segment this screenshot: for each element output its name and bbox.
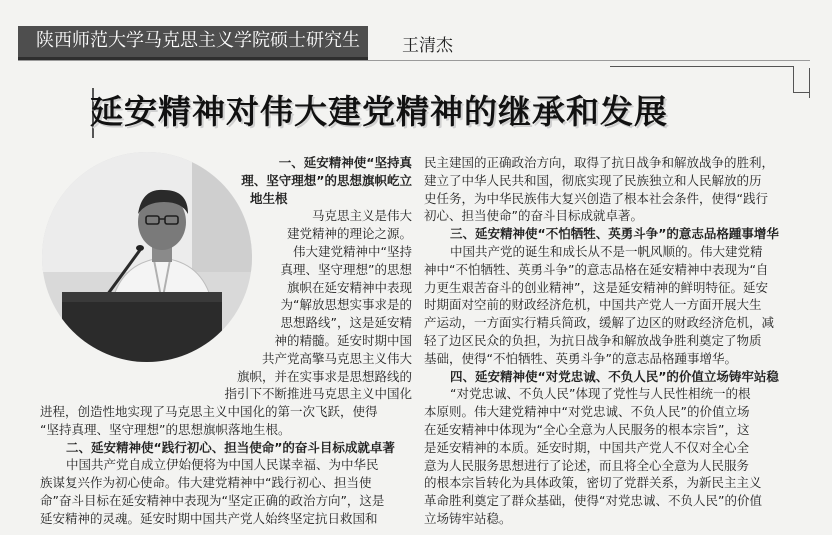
text-line: 进程，创造性地实现了马克思主义中国化的第一次飞跃，使得 (40, 404, 378, 419)
text-line: 的根本宗旨转化为具体政策，密切了党群关系，为新民主主义 (424, 475, 762, 491)
header-rule (18, 60, 810, 61)
right-column (424, 154, 796, 528)
header-banner-text: 陕西师范大学马克思主义学院硕士研究生 (36, 30, 360, 51)
text-line: 革命胜利奠定了群众基础，使得“对党忠诚、不负人民”的价值 (424, 493, 762, 509)
text-line: 时期面对空前的财政经济危机，中国共产党人一方面开展大生 (424, 297, 762, 313)
text-line: 理、坚守理想”的思想旗帜屹立 (241, 172, 412, 188)
text-line: 基础，使得“不怕牺牲、英勇斗争”的意志品格踵事增华。 (424, 350, 737, 366)
text-line: 民主建国的正确政治方向，取得了抗日战争和解放战争的胜利， (424, 155, 775, 170)
text-line: 思想路线”，这是延安精 (280, 315, 412, 331)
frame-line-right (793, 66, 794, 92)
left-column-upper (200, 154, 412, 403)
text-line: 伟大建党精神中“坚持 (293, 243, 412, 259)
text-line: 在延安精神中体现为“全心全意为人民服务的根本宗旨”，这 (424, 421, 750, 437)
text-line: 旗帜在延安精神中表现 (286, 279, 412, 295)
text-line: 史任务，为中华民族伟大复兴创造了根本社会条件，使得“践行 (424, 190, 768, 206)
text-line: 延安精神的灵魂。延安时期中国共产党人始终坚定抗日救国和 (40, 510, 378, 526)
frame-line-right-outer (809, 68, 810, 98)
text-line: 为“解放思想实事求是的 (280, 297, 412, 313)
text-line: “对党忠诚、不负人民”体现了党性与人民性相统一的根 (450, 386, 751, 402)
text-line: 马克思主义是伟大 (311, 208, 412, 224)
text-line: 中国共产党自成立伊始便将为中国人民谋幸福、为中华民 (66, 457, 379, 473)
section-heading-4: 四、延安精神使“对党忠诚、不负人民”的价值立场铸牢站稳 (450, 368, 779, 384)
text-line: 初心、担当使命”的奋斗目标成就卓著。 (424, 208, 643, 224)
text-line: 一、延安精神使“坚持真 (278, 155, 412, 170)
left-column-lower (40, 403, 412, 528)
section-heading-3: 三、延安精神使“不怕牺牲、英勇斗争”的意志品格踵事增华 (450, 226, 779, 242)
text-line: 命”奋斗目标在延安精神中表现为“坚定正确的政治方向”，这是 (40, 492, 385, 508)
frame-line-right-tick (793, 92, 809, 93)
text-line: 共产党高擎马克思主义伟大 (261, 350, 412, 366)
text-line: 真理、坚守理想”的思想 (280, 261, 412, 277)
text-line: 力更生艰苦奋斗的创业精神”，这是延安精神的鲜明特征。延安 (424, 279, 768, 295)
section-heading-2: 二、延安精神使“践行初心、担当使命”的奋斗目标成就卓著 (66, 439, 395, 455)
text-line: “坚持真理、坚守理想”的思想旗帜落地生根。 (40, 421, 291, 437)
text-line: 本原则。伟大建党精神中“对党忠诚、不负人民”的价值立场 (424, 404, 750, 420)
text-line: 地生根 (250, 190, 288, 206)
text-line: 神中“不怕牺牲、英勇斗争”的意志品格在延安精神中表现为“自 (424, 261, 769, 277)
text-line: 族谋复兴作为初心使命。伟大建党精神中“践行初心、担当使 (40, 475, 372, 491)
text-line: 产运动，一方面实行精兵简政，缓解了边区的财政经济危机，减 (424, 315, 775, 331)
text-line: 立场铸牢站稳。 (424, 510, 512, 526)
article-headline: 延安精神对伟大建党精神的继承和发展 (90, 92, 668, 131)
header-banner (18, 26, 368, 60)
text-line: 中国共产党的诞生和成长从不是一帆风顺的。伟大建党精 (450, 243, 763, 259)
frame-line-top (610, 66, 794, 67)
text-line: 意为人民服务思想进行了论述，而且将全心全意为人民服务 (424, 457, 750, 473)
text-line: 建党精神的理论之源。 (286, 226, 412, 242)
text-line: 是延安精神的本质。延安时期，中国共产党人不仅对全心全 (424, 439, 750, 455)
text-line: 神的精髓。延安时期中国 (274, 332, 412, 348)
text-line: 建立了中华人民共和国，彻底实现了民族独立和人民解放的历 (424, 172, 762, 188)
text-line: 旗帜，并在实事求是思想路线的 (236, 368, 412, 384)
author-name: 王清杰 (402, 36, 453, 56)
text-line: 轻了边区民众的负担，为抗日战争和解放战争胜利奠定了物质 (424, 332, 762, 348)
text-line: 指引下不断推进马克思主义中国化 (224, 386, 412, 402)
